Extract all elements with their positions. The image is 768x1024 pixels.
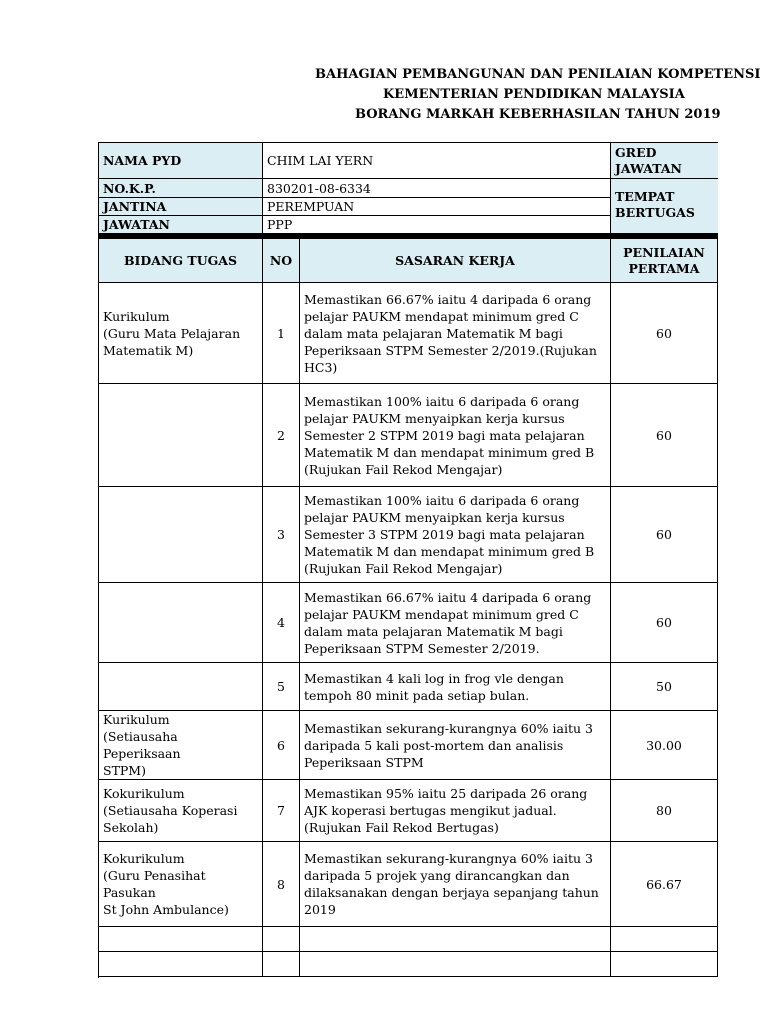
empty-row-sasaran [300,952,611,977]
row-8-nilai: 66.67 [611,842,718,927]
row-7-bidang: Kokurikulum (Setiausaha Koperasi Sekolah) [99,780,263,842]
nokp-value: 830201-08-6334 [263,179,611,198]
row-8-bidang: Kokurikulum (Guru Penasihat Pasukan St John Ambulance) [99,842,263,927]
jantina-label: JANTINA [99,198,263,216]
empty-row-nilai [611,952,718,977]
header-bidang-tugas: BIDANG TUGAS [99,239,263,283]
empty-row-nilai [611,927,718,952]
row-6-no: 6 [263,711,300,780]
empty-row-bidang [99,927,263,952]
row-8-sasaran: Memastikan sekurang-kurangnya 60% iaitu 3 daripada 5 projek yang dirancangkan dan dilaksanakan dengan berjaya sepanjang tahun 2019 [300,842,611,927]
title-line-2: KEMENTERIAN PENDIDIKAN MALAYSIA [383,87,685,102]
row-7-nilai: 80 [611,780,718,842]
row-6-sasaran: Memastikan sekurang-kurangnya 60% iaitu 3 daripada 5 kali post-mortem dan analisis Peperiksaan STPM [300,711,611,780]
title-line-1: BAHAGIAN PEMBANGUNAN DAN PENILAIAN KOMPETENSI [315,67,761,82]
nama-label: NAMA PYD [99,143,263,179]
row-3-nilai: 60 [611,487,718,583]
empty-row-no [263,927,300,952]
form-title-block [0,66,768,126]
row-5-bidang [99,663,263,711]
row-2-no: 2 [263,384,300,487]
jawatan-value: PPP [263,216,611,234]
row-4-sasaran: Memastikan 66.67% iaitu 4 daripada 6 orang pelajar PAUKM mendapat minimum gred C dalam mata pelajaran Matematik M bagi Peperiksaan STPM Semester 2/2019. [300,583,611,663]
row-3-no: 3 [263,487,300,583]
header-sasaran-kerja: SASARAN KERJA [300,239,611,283]
tempat-bertugas-label: TEMPAT BERTUGAS [611,179,718,234]
row-1-bidang: Kurikulum (Guru Mata Pelajaran Matematik M) [99,283,263,384]
row-4-bidang [99,583,263,663]
header-no: NO [263,239,300,283]
row-4-no: 4 [263,583,300,663]
row-4-nilai: 60 [611,583,718,663]
row-2-sasaran: Memastikan 100% iaitu 6 daripada 6 orang pelajar PAUKM menyaipkan kerja kursus Semester 2 STPM 2019 bagi mata pelajaran Matematik M dan mendapat minimum gred B (Rujukan Fail Rekod Mengajar) [300,384,611,487]
row-6-nilai: 30.00 [611,711,718,780]
row-5-sasaran: Memastikan 4 kali log in frog vle dengan tempoh 80 minit pada setiap bulan. [300,663,611,711]
row-5-no: 5 [263,663,300,711]
jawatan-label: JAWATAN [99,216,263,234]
row-8-no: 8 [263,842,300,927]
markah-table [98,142,718,982]
row-1-sasaran: Memastikan 66.67% iaitu 4 daripada 6 orang pelajar PAUKM mendapat minimum gred C dalam mata pelajaran Matematik M bagi Peperiksaan STPM Semester 2/2019.(Rujukan HC3) [300,283,611,384]
gred-jawatan-label: GRED JAWATAN [611,143,718,179]
header-penilaian-pertama: PENILAIAN PERTAMA [611,239,718,283]
row-3-sasaran: Memastikan 100% iaitu 6 daripada 6 orang pelajar PAUKM menyaipkan kerja kursus Semester 3 STPM 2019 bagi mata pelajaran Matematik M dan mendapat minimum gred B (Rujukan Fail Rekod Mengajar) [300,487,611,583]
row-7-no: 7 [263,780,300,842]
empty-row-sasaran [300,927,611,952]
row-7-sasaran: Memastikan 95% iaitu 25 daripada 26 orang AJK koperasi bertugas mengikut jadual. (Rujukan Fail Rekod Bertugas) [300,780,611,842]
row-6-bidang: Kurikulum (Setiausaha Peperiksaan STPM) [99,711,263,780]
row-2-nilai: 60 [611,384,718,487]
row-1-nilai: 60 [611,283,718,384]
empty-row-bidang [99,952,263,977]
row-3-bidang [99,487,263,583]
jantina-value: PEREMPUAN [263,198,611,216]
title-line-3: BORANG MARKAH KEBERHASILAN TAHUN 2019 [355,107,721,122]
nama-value: CHIM LAI YERN [263,143,611,179]
nokp-label: NO.K.P. [99,179,263,198]
row-2-bidang [99,384,263,487]
row-1-no: 1 [263,283,300,384]
row-5-nilai: 50 [611,663,718,711]
empty-row-no [263,952,300,977]
